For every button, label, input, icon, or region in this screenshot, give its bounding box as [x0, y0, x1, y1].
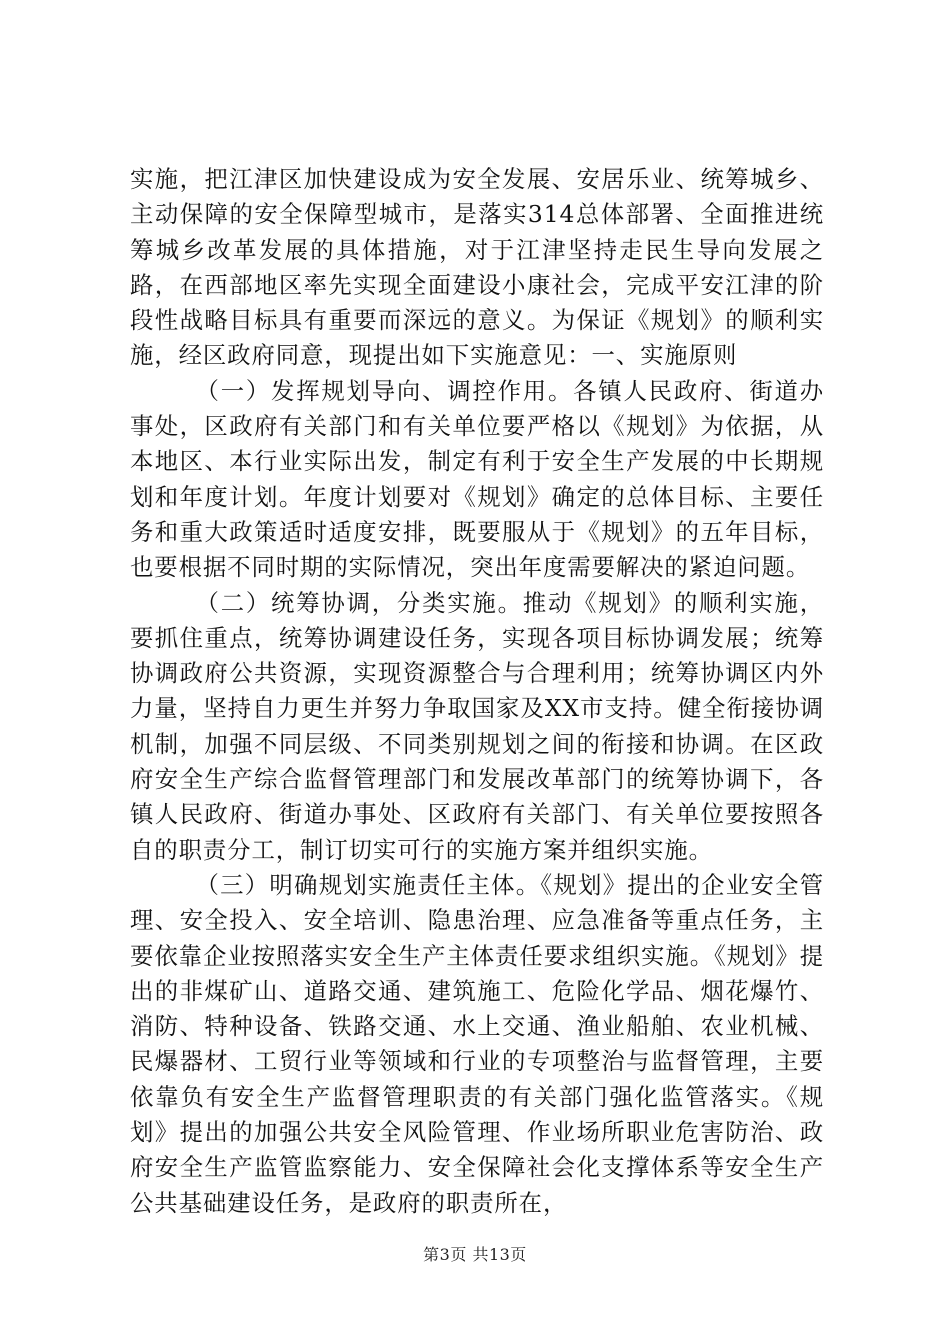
page-footer: 第3页 共13页 — [423, 1245, 527, 1264]
paragraph-principle-3: （三）明确规划实施责任主体。《规划》提出的企业安全管理、安全投入、安全培训、隐患治理、应急准备等重点任务，主要依靠企业按照落实安全生产主体责任要求组织实施。《规划》提出的非煤矿山、道路交通、建筑施工、危险化学品、烟花爆竹、消防、特种设备、铁路交通、水上交通、渔业船舶、农业机械、民爆器材、工贸行业等领域和行业的专项整治与监督管理，主要依靠负有安全生产监督管理职责的有关部门强化监管落实。《规划》提出的加强公共安全风险管理、作业场所职业危害防治、政府安全生产监管监察能力、安全保障社会化支撑体系等安全生产公共基础建设任务，是政府的职责所在， — [130, 870, 824, 1217]
paragraph-principle-1: （一）发挥规划导向、调控作用。各镇人民政府、街道办事处，区政府有关部门和有关单位要严格以《规划》为依据，从本地区、本行业实际出发，制定有利于安全生产发展的中长期规划和年度计划。年度计划要对《规划》确定的总体目标、主要任务和重大政策适时适度安排，既要服从于《规划》的五年目标，也要根据不同时期的实际情况，突出年度需要解决的紧迫问题。 — [130, 376, 824, 582]
paragraph-intro: 实施，把江津区加快建设成为安全发展、安居乐业、统筹城乡、主动保障的安全保障型城市，是落实314总体部署、全面推进统筹城乡改革发展的具体措施，对于江津坚持走民生导向发展之路，在西部地区率先实现全面建设小康社会，完成平安江津的阶段性战略目标具有重要而深远的意义。为保证《规划》的顺利实施，经区政府同意，现提出如下实施意见：一、实施原则 — [130, 165, 824, 370]
paragraph-principle-2: （二）统筹协调，分类实施。推动《规划》的顺利实施，要抓住重点，统筹协调建设任务，实现各项目标协调发展；统筹协调政府公共资源，实现资源整合与合理利用；统筹协调区内外力量，坚持自力更生并努力争取国家及XX市支持。健全衔接协调机制，加强不同层级、不同类别规划之间的衔接和协调。在区政府安全生产综合监督管理部门和发展改革部门的统筹协调下，各镇人民政府、街道办事处、区政府有关部门、有关单位要按照各自的职责分工，制订切实可行的实施方案并组织实施。 — [130, 588, 824, 864]
document-body — [130, 162, 824, 1221]
